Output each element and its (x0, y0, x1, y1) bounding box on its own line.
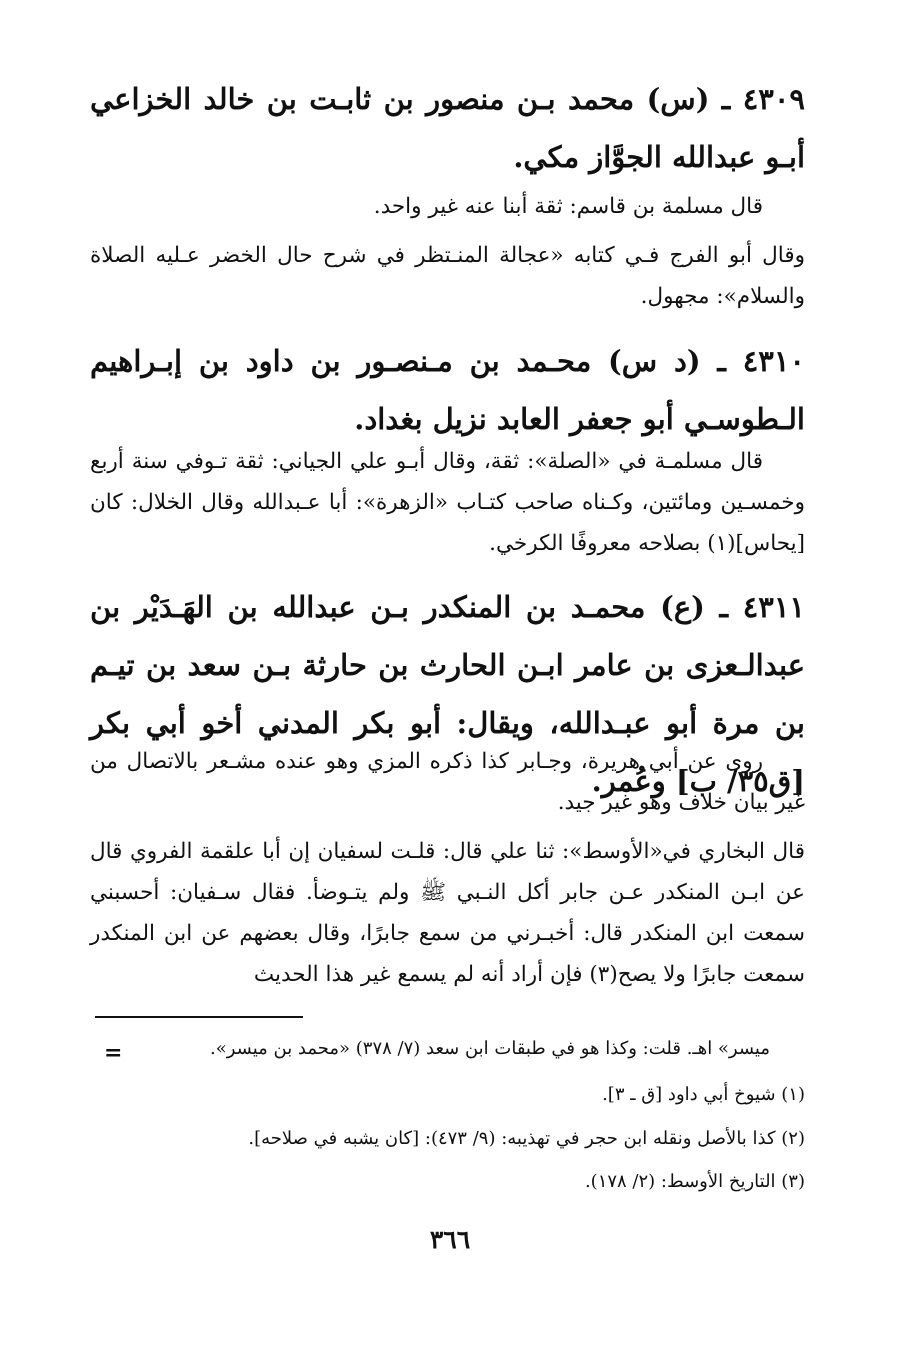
entry-heading-4311: ٤٣١١ ـ (ع) محمـد بن المنكدر بـن عبدالله بن الهَـدَيْر بن عبدالـعزى بن عامر ابـن الحارث بن حارثة بـن سعد بن تيـم بن مرة أبو عبـدالله، ويقال: أبو بكر المدني أخو أبي بكر [ق٣٥/ ب] وعُمر. (90, 590, 805, 798)
footnote-separator (95, 1016, 303, 1018)
entry-paragraph: قال البخاري في«الأوسط»: ثنا علي قال: قلـت لسفيان إن أبا علقمة الفروي قال عن ابـن المنكدر عـن جابر أكل النـبي ﷺ ولم يتـوضأ. فقال سـفيان: أحسبني سمعت ابن المنكدر قال: أخبـرني من سمع جابرًا، وقال بعضهم عن ابن المنكدر سمعت جابرًا ولا يصح(٣) فإن أراد أنه لم يسمع غير هذا الحديث (90, 839, 805, 987)
entry-paragraph: وقال أبو الفرج فـي كتابه «عجالة المنـتظر في شرح حال الخضر عـليه الصلاة والسلام»: مجهول. (90, 243, 805, 309)
entry-paragraph: قال مسلمـة في «الصلة»: ثقة، وقال أبـو علي الجياني: ثقة تـوفي سنة أربع وخمسـين ومائتين، وكـناه صاحب كتـاب «الزهرة»: أبا عـبدالله وقال الخلال: كان [يحاس](١) بصلاحه معروفًا الكرخي. (90, 449, 805, 556)
footnote-continuation-mark: = (104, 1040, 123, 1066)
footnote-1: (١) شيوخ أبي داود [ق ـ ٣]. (602, 1084, 805, 1105)
entry-paragraph: قال مسلمة بن قاسم: ثقة أبنا عنه غير واحد. (373, 194, 763, 219)
entry-heading-4310: ٤٣١٠ ـ (د س) محـمد بن مـنصـور بن داود بن إبـراهيم الـطوسـي أبو جعفر العابد نزيل بغداد. (90, 344, 805, 436)
entry-heading-4309: ٤٣٠٩ ـ (س) محمد بـن منصور بن ثابـت بن خالد الخزاعي أبـو عبدالله الجوَّاز مكي. (90, 82, 805, 174)
footnote-3: (٣) التاريخ الأوسط: (٢/ ١٧٨). (584, 1171, 805, 1192)
footnote-2: (٢) كذا بالأصل ونقله ابن حجر في تهذيبه: (٩/ ٤٧٣): [كان يشبه في صلاحه]. (248, 1128, 805, 1149)
entry-paragraph: روى عن أبي هريرة، وجـابر كذا ذكره المزي وهو عنده مشـعر بالاتصال من غير بيان خلاف وهو غير جيد. (90, 749, 805, 815)
footnote-continuation: ميسر» اهـ. قلت: وكذا هو في طبقات ابن سعد (٧/ ٣٧٨) «محمد بن ميسر». (209, 1038, 770, 1059)
page-number: ٣٦٦ (429, 1225, 471, 1254)
